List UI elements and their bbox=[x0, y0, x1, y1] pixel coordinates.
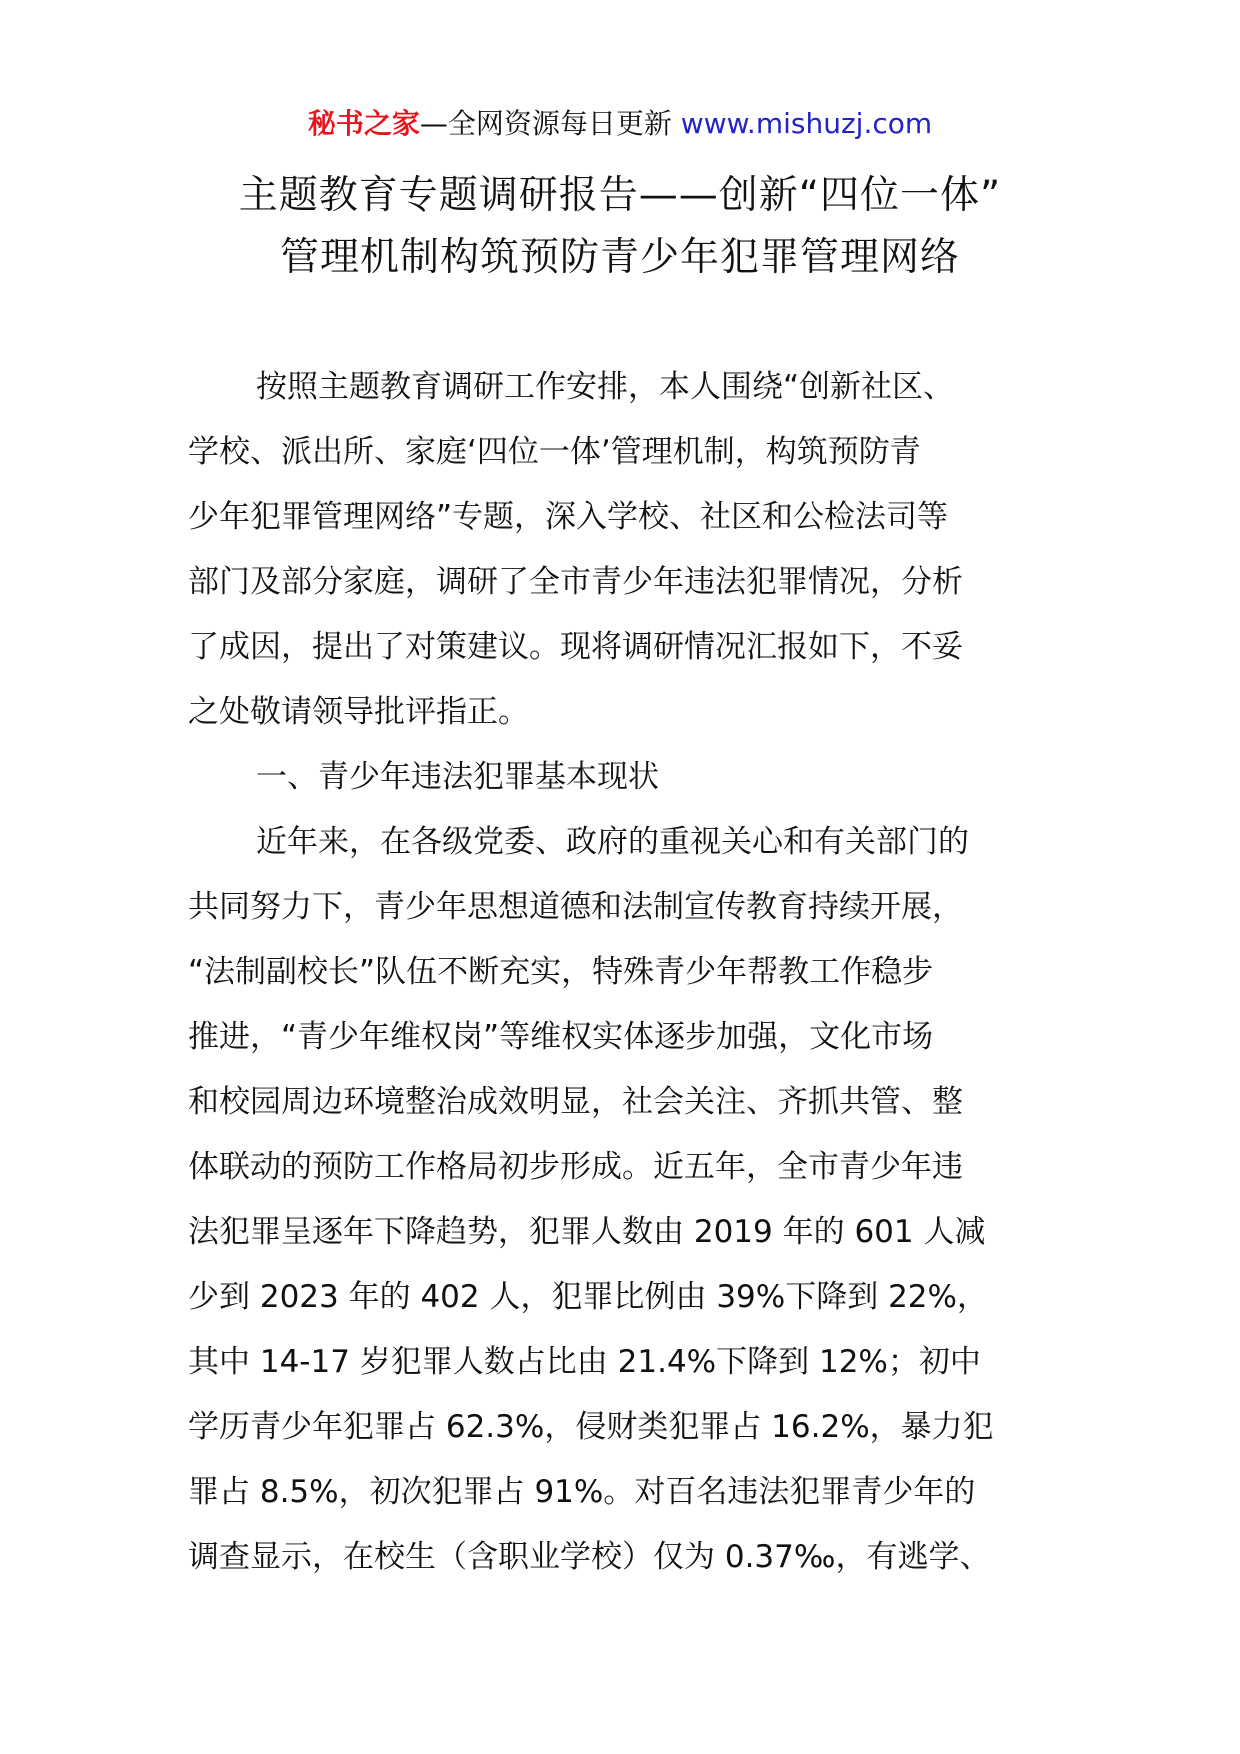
title-line-2: 管理机制构筑预防青少年犯罪管理网络 bbox=[279, 235, 960, 280]
site-header bbox=[0, 104, 1240, 144]
paragraph-line: 学校、派出所、家庭‘四位一体’管理机制，构筑预防青 bbox=[188, 434, 921, 470]
title-line-1: 主题教育专题调研报告——创新“四位一体” bbox=[238, 173, 1002, 218]
paragraph-line: 之处敬请领导批评指正。 bbox=[188, 694, 529, 730]
paragraph-line: 近年来，在各级党委、政府的重视关心和有关部门的 bbox=[256, 824, 969, 860]
paragraph-line: 罪占 8.5%，初次犯罪占 91%。对百名违法犯罪青少年的 bbox=[188, 1474, 976, 1510]
paragraph-line: 了成因，提出了对策建议。现将调研情况汇报如下，不妥 bbox=[188, 629, 963, 665]
paragraph-line: 其中 14-17 岁犯罪人数占比由 21.4%下降到 12%；初中 bbox=[188, 1344, 981, 1380]
paragraph-line: 调查显示，在校生（含职业学校）仅为 0.37‰，有逃学、 bbox=[188, 1539, 991, 1575]
paragraph-line: 共同努力下，青少年思想道德和法制宣传教育持续开展， bbox=[188, 889, 963, 925]
site-url-link[interactable]: www.mishuzj.com bbox=[680, 107, 933, 140]
paragraph-line: 法犯罪呈逐年下降趋势，犯罪人数由 2019 年的 601 人减 bbox=[188, 1214, 986, 1250]
paragraph-line: 体联动的预防工作格局初步形成。近五年，全市青少年违 bbox=[188, 1149, 963, 1185]
site-slogan: —全网资源每日更新 bbox=[419, 107, 672, 140]
document-title bbox=[0, 165, 1240, 289]
paragraph-line: “法制副校长”队伍不断充实，特殊青少年帮教工作稳步 bbox=[188, 954, 934, 990]
paragraph-line: 和校园周边环境整治成效明显，社会关注、齐抓共管、整 bbox=[188, 1084, 963, 1120]
section-heading: 一、青少年违法犯罪基本现状 bbox=[256, 759, 659, 795]
paragraph-line: 少到 2023 年的 402 人，犯罪比例由 39%下降到 22%， bbox=[188, 1279, 988, 1315]
site-brand: 秘书之家 bbox=[307, 107, 420, 140]
paragraph-line: 少年犯罪管理网络”专题，深入学校、社区和公检法司等 bbox=[188, 499, 949, 535]
paragraph-line: 学历青少年犯罪占 62.3%，侵财类犯罪占 16.2%，暴力犯 bbox=[188, 1409, 994, 1445]
paragraph-line: 按照主题教育调研工作安排，本人围绕“创新社区、 bbox=[256, 369, 955, 405]
paragraph-line: 部门及部分家庭，调研了全市青少年违法犯罪情况，分析 bbox=[188, 564, 963, 600]
paragraph-line: 推进，“青少年维权岗”等维权实体逐步加强，文化市场 bbox=[188, 1019, 934, 1055]
document-body bbox=[188, 355, 1058, 1590]
